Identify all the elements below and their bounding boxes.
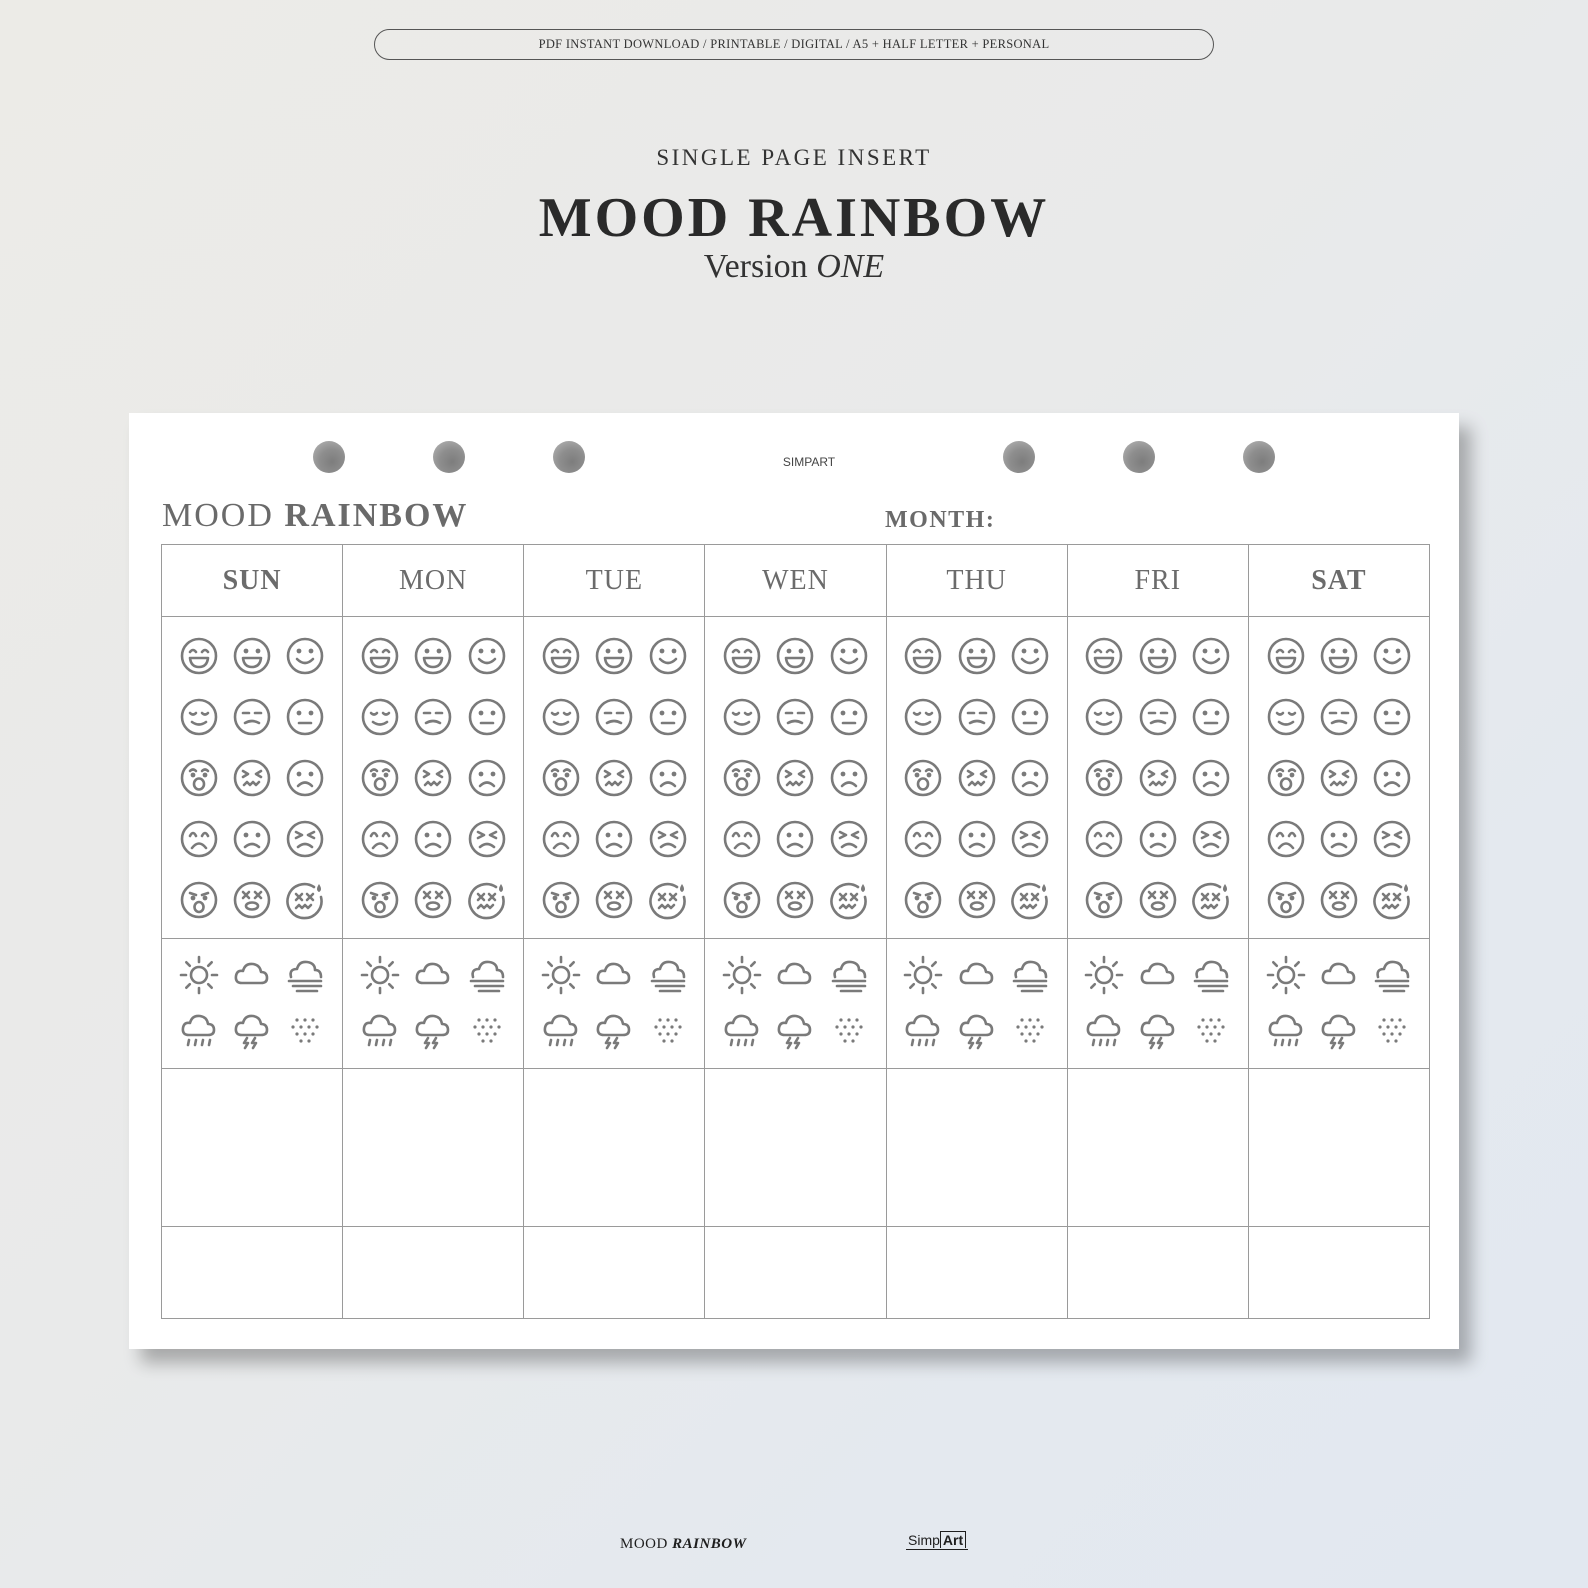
mood-grid — [161, 544, 1430, 1319]
footer-logo-bold: Art — [940, 1531, 966, 1548]
weary-face-icon[interactable] — [1084, 819, 1124, 859]
binder-hole — [553, 441, 585, 473]
dizzy-face-icon[interactable] — [775, 880, 815, 920]
sad-face-icon[interactable] — [957, 819, 997, 859]
mood-cell-thu — [887, 617, 1068, 939]
relieved-face-icon[interactable] — [722, 697, 762, 737]
sheet-title — [162, 497, 468, 535]
sun-icon[interactable] — [901, 953, 945, 997]
summary-cell-thu[interactable] — [887, 1227, 1068, 1319]
dizzy-face-icon[interactable] — [594, 880, 634, 920]
rain-icon[interactable] — [177, 1008, 221, 1052]
grinning-face-icon[interactable] — [957, 636, 997, 676]
weather-icon-grid — [1249, 939, 1429, 1068]
cloud-icon[interactable] — [230, 953, 274, 997]
frowning-face-icon[interactable] — [829, 758, 869, 798]
sun-icon[interactable] — [720, 953, 764, 997]
sad-face-icon[interactable] — [413, 819, 453, 859]
thunderstorm-icon[interactable] — [411, 1008, 455, 1052]
confounded-face-icon[interactable] — [1138, 758, 1178, 798]
weather-cell-fri — [1068, 939, 1249, 1069]
laughing-face-icon[interactable] — [1084, 636, 1124, 676]
sweating-face-icon[interactable] — [1010, 880, 1050, 920]
grinning-face-icon[interactable] — [1319, 636, 1359, 676]
sun-icon[interactable] — [1264, 953, 1308, 997]
notes-cell-sun[interactable] — [162, 1069, 343, 1227]
relieved-face-icon[interactable] — [360, 697, 400, 737]
angry-face-icon[interactable] — [1010, 819, 1050, 859]
laughing-face-icon[interactable] — [722, 636, 762, 676]
confounded-face-icon[interactable] — [775, 758, 815, 798]
footer-logo — [906, 1532, 968, 1550]
smiling-face-icon[interactable] — [285, 636, 325, 676]
gasping-face-icon[interactable] — [360, 880, 400, 920]
gasping-face-icon[interactable] — [541, 880, 581, 920]
fog-icon[interactable] — [827, 953, 871, 997]
summary-cell-sat[interactable] — [1249, 1227, 1430, 1319]
neutral-face-icon[interactable] — [648, 697, 688, 737]
dizzy-face-icon[interactable] — [413, 880, 453, 920]
sweating-face-icon[interactable] — [829, 880, 869, 920]
relieved-face-icon[interactable] — [541, 697, 581, 737]
weather-icon-grid — [705, 939, 885, 1068]
mood-cell-sat — [1249, 617, 1430, 939]
relieved-face-icon[interactable] — [179, 697, 219, 737]
rain-icon[interactable] — [358, 1008, 402, 1052]
grinning-face-icon[interactable] — [594, 636, 634, 676]
notes-cell-sat[interactable] — [1249, 1069, 1430, 1227]
day-header-fri: FRI — [1068, 545, 1249, 617]
confounded-face-icon[interactable] — [594, 758, 634, 798]
shocked-face-icon[interactable] — [179, 758, 219, 798]
weather-icon-grid — [162, 939, 342, 1068]
sun-icon[interactable] — [358, 953, 402, 997]
unamused-face-icon[interactable] — [1138, 697, 1178, 737]
unamused-face-icon[interactable] — [594, 697, 634, 737]
relieved-face-icon[interactable] — [903, 697, 943, 737]
shocked-face-icon[interactable] — [541, 758, 581, 798]
neutral-face-icon[interactable] — [467, 697, 507, 737]
binder-hole — [1123, 441, 1155, 473]
mood-cell-tue — [524, 617, 705, 939]
shocked-face-icon[interactable] — [360, 758, 400, 798]
weather-cell-sat — [1249, 939, 1430, 1069]
unamused-face-icon[interactable] — [775, 697, 815, 737]
binder-hole — [1243, 441, 1275, 473]
gasping-face-icon[interactable] — [179, 880, 219, 920]
fog-icon[interactable] — [283, 953, 327, 997]
laughing-face-icon[interactable] — [179, 636, 219, 676]
snow-icon[interactable] — [646, 1008, 690, 1052]
thunderstorm-icon[interactable] — [1317, 1008, 1361, 1052]
neutral-face-icon[interactable] — [1191, 697, 1231, 737]
fog-icon[interactable] — [1008, 953, 1052, 997]
rain-icon[interactable] — [1264, 1008, 1308, 1052]
shocked-face-icon[interactable] — [1266, 758, 1306, 798]
weather-cell-tue — [524, 939, 705, 1069]
day-header-tue: TUE — [524, 545, 705, 617]
mood-icon-grid — [524, 617, 704, 938]
dizzy-face-icon[interactable] — [232, 880, 272, 920]
mood-cell-fri — [1068, 617, 1249, 939]
summary-cell-sun[interactable] — [162, 1227, 343, 1319]
fog-icon[interactable] — [646, 953, 690, 997]
weather-cell-wen — [705, 939, 886, 1069]
mood-icon-grid — [705, 617, 885, 938]
relieved-face-icon[interactable] — [1084, 697, 1124, 737]
gasping-face-icon[interactable] — [722, 880, 762, 920]
thunderstorm-icon[interactable] — [230, 1008, 274, 1052]
confounded-face-icon[interactable] — [232, 758, 272, 798]
sheet-brand: SIMPART — [782, 455, 836, 469]
fog-icon[interactable] — [1370, 953, 1414, 997]
mood-icon-grid — [343, 617, 523, 938]
dizzy-face-icon[interactable] — [1138, 880, 1178, 920]
sad-face-icon[interactable] — [232, 819, 272, 859]
sun-icon[interactable] — [539, 953, 583, 997]
frowning-face-icon[interactable] — [1010, 758, 1050, 798]
cloud-icon[interactable] — [1317, 953, 1361, 997]
binder-hole — [313, 441, 345, 473]
confounded-face-icon[interactable] — [957, 758, 997, 798]
gasping-face-icon[interactable] — [1266, 880, 1306, 920]
snow-icon[interactable] — [465, 1008, 509, 1052]
relieved-face-icon[interactable] — [1266, 697, 1306, 737]
summary-cell-wen[interactable] — [705, 1227, 886, 1319]
snow-icon[interactable] — [1189, 1008, 1233, 1052]
shocked-face-icon[interactable] — [722, 758, 762, 798]
snow-icon[interactable] — [283, 1008, 327, 1052]
weary-face-icon[interactable] — [179, 819, 219, 859]
frowning-face-icon[interactable] — [648, 758, 688, 798]
smiling-face-icon[interactable] — [1010, 636, 1050, 676]
mood-cell-mon — [343, 617, 524, 939]
confounded-face-icon[interactable] — [1319, 758, 1359, 798]
weary-face-icon[interactable] — [903, 819, 943, 859]
cloud-icon[interactable] — [773, 953, 817, 997]
dizzy-face-icon[interactable] — [957, 880, 997, 920]
day-header-sat: SAT — [1249, 545, 1430, 617]
footer-logo-plain: Simp — [908, 1532, 940, 1548]
sheet-title-light: MOOD — [162, 497, 274, 534]
sad-face-icon[interactable] — [1319, 819, 1359, 859]
smiling-face-icon[interactable] — [829, 636, 869, 676]
rain-icon[interactable] — [901, 1008, 945, 1052]
grinning-face-icon[interactable] — [413, 636, 453, 676]
neutral-face-icon[interactable] — [285, 697, 325, 737]
weary-face-icon[interactable] — [360, 819, 400, 859]
gasping-face-icon[interactable] — [1084, 880, 1124, 920]
notes-cell-fri[interactable] — [1068, 1069, 1249, 1227]
angry-face-icon[interactable] — [648, 819, 688, 859]
frowning-face-icon[interactable] — [1372, 758, 1412, 798]
smiling-face-icon[interactable] — [648, 636, 688, 676]
mood-icon-grid — [1068, 617, 1248, 938]
neutral-face-icon[interactable] — [829, 697, 869, 737]
grinning-face-icon[interactable] — [775, 636, 815, 676]
summary-cell-tue[interactable] — [524, 1227, 705, 1319]
sweating-face-icon[interactable] — [285, 880, 325, 920]
mood-cell-sun — [162, 617, 343, 939]
neutral-face-icon[interactable] — [1010, 697, 1050, 737]
grinning-face-icon[interactable] — [232, 636, 272, 676]
sweating-face-icon[interactable] — [648, 880, 688, 920]
frowning-face-icon[interactable] — [467, 758, 507, 798]
fog-icon[interactable] — [465, 953, 509, 997]
sun-icon[interactable] — [1082, 953, 1126, 997]
weary-face-icon[interactable] — [541, 819, 581, 859]
mood-icon-grid — [1249, 617, 1429, 938]
angry-face-icon[interactable] — [1372, 819, 1412, 859]
binder-hole — [1003, 441, 1035, 473]
cloud-icon[interactable] — [592, 953, 636, 997]
weather-cell-mon — [343, 939, 524, 1069]
neutral-face-icon[interactable] — [1372, 697, 1412, 737]
sad-face-icon[interactable] — [775, 819, 815, 859]
planner-sheet — [129, 413, 1459, 1349]
sad-face-icon[interactable] — [594, 819, 634, 859]
subtitle: SINGLE PAGE INSERT — [656, 145, 932, 170]
thunderstorm-icon[interactable] — [773, 1008, 817, 1052]
unamused-face-icon[interactable] — [232, 697, 272, 737]
mood-icon-grid — [887, 617, 1067, 938]
weary-face-icon[interactable] — [1266, 819, 1306, 859]
version-emphasis: ONE — [816, 248, 885, 285]
footer-title — [620, 1536, 746, 1553]
unamused-face-icon[interactable] — [413, 697, 453, 737]
cloud-icon[interactable] — [411, 953, 455, 997]
sun-icon[interactable] — [177, 953, 221, 997]
weather-cell-thu — [887, 939, 1068, 1069]
notes-cell-wen[interactable] — [705, 1069, 886, 1227]
snow-icon[interactable] — [1008, 1008, 1052, 1052]
notes-cell-tue[interactable] — [524, 1069, 705, 1227]
rain-icon[interactable] — [1082, 1008, 1126, 1052]
main-title: MOOD RAINBOW — [538, 187, 1050, 249]
grinning-face-icon[interactable] — [1138, 636, 1178, 676]
footer-title-italic: RAINBOW — [672, 1536, 747, 1552]
mood-icon-grid — [162, 617, 342, 938]
unamused-face-icon[interactable] — [957, 697, 997, 737]
weather-icon-grid — [343, 939, 523, 1068]
cloud-icon[interactable] — [955, 953, 999, 997]
footer-title-plain: MOOD — [620, 1536, 668, 1552]
laughing-face-icon[interactable] — [1266, 636, 1306, 676]
sweating-face-icon[interactable] — [467, 880, 507, 920]
binder-hole — [433, 441, 465, 473]
gasping-face-icon[interactable] — [903, 880, 943, 920]
thunderstorm-icon[interactable] — [592, 1008, 636, 1052]
sweating-face-icon[interactable] — [1191, 880, 1231, 920]
smiling-face-icon[interactable] — [1191, 636, 1231, 676]
laughing-face-icon[interactable] — [360, 636, 400, 676]
frowning-face-icon[interactable] — [285, 758, 325, 798]
thunderstorm-icon[interactable] — [1136, 1008, 1180, 1052]
laughing-face-icon[interactable] — [541, 636, 581, 676]
summary-cell-fri[interactable] — [1068, 1227, 1249, 1319]
top-banner: PDF INSTANT DOWNLOAD / PRINTABLE / DIGITAL / A5 + HALF LETTER + PERSONAL — [374, 29, 1214, 60]
shocked-face-icon[interactable] — [903, 758, 943, 798]
sweating-face-icon[interactable] — [1372, 880, 1412, 920]
confounded-face-icon[interactable] — [413, 758, 453, 798]
day-header-sun: SUN — [162, 545, 343, 617]
version-prefix: Version — [703, 248, 808, 285]
day-header-wen: WEN — [705, 545, 886, 617]
unamused-face-icon[interactable] — [1319, 697, 1359, 737]
weather-icon-grid — [1068, 939, 1248, 1068]
frowning-face-icon[interactable] — [1191, 758, 1231, 798]
month-label: MONTH: — [885, 507, 996, 533]
weather-icon-grid — [524, 939, 704, 1068]
angry-face-icon[interactable] — [467, 819, 507, 859]
rain-icon[interactable] — [720, 1008, 764, 1052]
weather-icon-grid — [887, 939, 1067, 1068]
weather-cell-sun — [162, 939, 343, 1069]
smiling-face-icon[interactable] — [1372, 636, 1412, 676]
sheet-title-bold: RAINBOW — [284, 497, 469, 534]
laughing-face-icon[interactable] — [903, 636, 943, 676]
day-header-thu: THU — [887, 545, 1068, 617]
angry-face-icon[interactable] — [829, 819, 869, 859]
notes-cell-mon[interactable] — [343, 1069, 524, 1227]
rain-icon[interactable] — [539, 1008, 583, 1052]
fog-icon[interactable] — [1189, 953, 1233, 997]
angry-face-icon[interactable] — [1191, 819, 1231, 859]
weary-face-icon[interactable] — [722, 819, 762, 859]
snow-icon[interactable] — [1370, 1008, 1414, 1052]
day-header-mon: MON — [343, 545, 524, 617]
angry-face-icon[interactable] — [285, 819, 325, 859]
thunderstorm-icon[interactable] — [955, 1008, 999, 1052]
smiling-face-icon[interactable] — [467, 636, 507, 676]
notes-cell-thu[interactable] — [887, 1069, 1068, 1227]
sad-face-icon[interactable] — [1138, 819, 1178, 859]
mood-cell-wen — [705, 617, 886, 939]
shocked-face-icon[interactable] — [1084, 758, 1124, 798]
summary-cell-mon[interactable] — [343, 1227, 524, 1319]
cloud-icon[interactable] — [1136, 953, 1180, 997]
version-label — [0, 248, 1588, 286]
snow-icon[interactable] — [827, 1008, 871, 1052]
dizzy-face-icon[interactable] — [1319, 880, 1359, 920]
